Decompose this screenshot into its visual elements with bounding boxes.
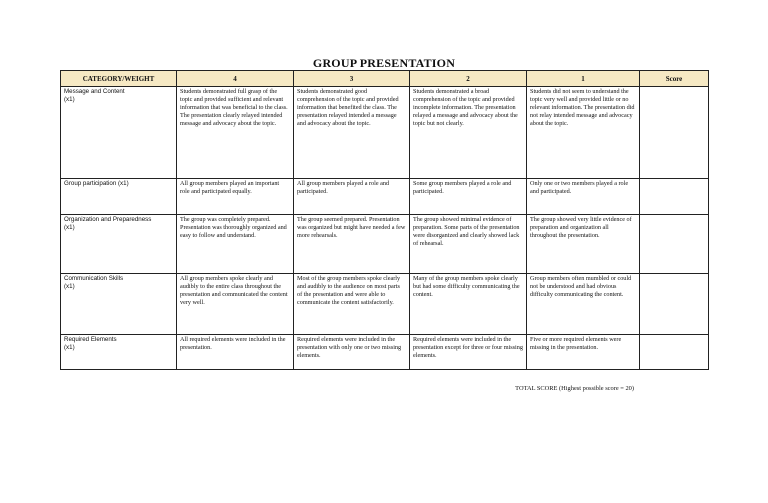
category-weight: (x1): [64, 224, 75, 231]
table-row: [61, 87, 709, 179]
criteria-cell-4: All group members played an important role and participated equally.: [177, 179, 294, 215]
criteria-cell-2: Students demonstrated a broad comprehension of the topic and provided incomplete information. The presentation relayed a message and advocacy about the topic but not clearly.: [410, 87, 527, 179]
score-cell[interactable]: [640, 87, 709, 179]
category-weight: (x1): [64, 283, 75, 290]
table-row: [61, 179, 709, 215]
header-score-3: 3: [294, 71, 410, 87]
page-title: GROUP PRESENTATION: [312, 56, 456, 70]
table-row: [61, 335, 709, 370]
criteria-cell-2: Required elements were included in the presentation except for three or four missing elements.: [410, 335, 527, 370]
header-score-2: 2: [410, 71, 527, 87]
score-cell[interactable]: [640, 179, 709, 215]
category-weight: (x1): [64, 344, 75, 351]
header-score: Score: [640, 71, 709, 87]
criteria-cell-4: Students demonstrated full grasp of the topic and provided sufficient and relevant information that was beneficial to the class. The presentation clearly relayed intended message and advocacy about the topic.: [177, 87, 294, 179]
category-weight: (x1): [64, 96, 75, 103]
category-cell: [61, 274, 177, 335]
category-cell: [61, 179, 177, 215]
category-label: Message and Content: [64, 88, 125, 95]
criteria-cell-4: All group members spoke clearly and audibly to the entire class throughout the presentation and communicated the content very well.: [177, 274, 294, 335]
category-cell: [61, 215, 177, 274]
header-row: [61, 71, 709, 87]
score-cell[interactable]: [640, 335, 709, 370]
criteria-cell-2: Some group members played a role and participated.: [410, 179, 527, 215]
category-cell: [61, 87, 177, 179]
criteria-cell-2: The group showed minimal evidence of preparation. Some parts of the presentation were disorganized and clearly showed lack of rehearsal.: [410, 215, 527, 274]
criteria-cell-1: Five or more required elements were missing in the presentation.: [527, 335, 640, 370]
criteria-cell-1: Only one or two members played a role and participated.: [527, 179, 640, 215]
header-category: CATEGORY/WEIGHT: [61, 71, 177, 87]
table-row: [61, 215, 709, 274]
category-label: Organization and Preparedness: [64, 216, 152, 223]
criteria-cell-1: Group members often mumbled or could not be understood and had obvious difficulty communicating the content.: [527, 274, 640, 335]
table-row: [61, 274, 709, 335]
rubric-table: [60, 70, 709, 370]
criteria-cell-3: All group members played a role and participated.: [294, 179, 410, 215]
header-score-4: 4: [177, 71, 294, 87]
category-label: Group participation (x1): [64, 180, 129, 187]
total-score-label: TOTAL SCORE (Highest possible score = 20): [515, 385, 634, 392]
criteria-cell-3: The group seemed prepared. Presentation was organized but might have needed a few more rehearsals.: [294, 215, 410, 274]
category-cell: [61, 335, 177, 370]
category-label: Required Elements: [64, 336, 117, 343]
criteria-cell-3: Most of the group members spoke clearly and audibly to the audience on most parts of the presentation and were able to communicate the content satisfactorily.: [294, 274, 410, 335]
criteria-cell-4: The group was completely prepared. Presentation was thoroughly organized and easy to follow and understand.: [177, 215, 294, 274]
category-label: Communication Skills: [64, 275, 124, 282]
criteria-cell-1: The group showed very little evidence of preparation and organization all throughout the presentation.: [527, 215, 640, 274]
criteria-cell-4: All required elements were included in the presentation.: [177, 335, 294, 370]
criteria-cell-3: Students demonstrated good comprehension of the topic and provided information that benefited the class. The presentation relayed intended a message and advocacy about the topic.: [294, 87, 410, 179]
criteria-cell-3: Required elements were included in the presentation with only one or two missing elements.: [294, 335, 410, 370]
criteria-cell-2: Many of the group members spoke clearly but had some difficulty communicating the content.: [410, 274, 527, 335]
score-cell[interactable]: [640, 215, 709, 274]
criteria-cell-1: Students did not seem to understand the topic very well and provided little or no relevant information. The presentation did not relay intended message and advocacy about the topic.: [527, 87, 640, 179]
score-cell[interactable]: [640, 274, 709, 335]
header-score-1: 1: [527, 71, 640, 87]
